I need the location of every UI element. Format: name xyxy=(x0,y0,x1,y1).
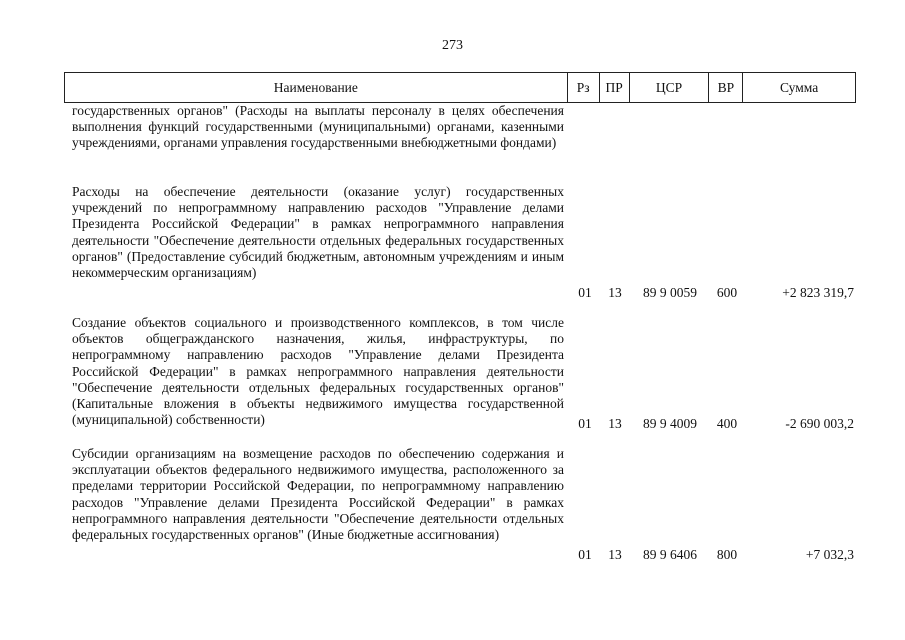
row-rz: 01 xyxy=(578,284,592,300)
header-rz: Рз xyxy=(567,73,599,102)
row-vr: 800 xyxy=(716,546,738,562)
header-pr: ПР xyxy=(599,73,629,102)
row-rz: 01 xyxy=(578,546,592,562)
row-name: Создание объектов социального и производственного комплексов, в том числе объектов общегражданского назначения, жилья, инфраструктуры, по непрограммному направлению расходов "Управление делами Президента Российской Федерации" в рамках непрограммного направления деятельности "Обеспечение деятельности отдельных федеральных государственных органов" (Капитальные вложения в объекты недвижимого имущества государственной (муниципальной) собственности) xyxy=(72,315,564,428)
table-row xyxy=(64,184,856,301)
row-csr: 89 9 6406 xyxy=(643,546,697,562)
row-vr: 400 xyxy=(716,415,738,431)
row-sum: -2 690 003,2 xyxy=(785,415,854,431)
header-vr: ВР xyxy=(708,73,742,102)
row-pr: 13 xyxy=(608,546,622,562)
table-row xyxy=(64,446,856,563)
header-name: Наименование xyxy=(273,79,358,95)
row-sum: +2 823 319,7 xyxy=(782,284,854,300)
table-header xyxy=(64,72,856,103)
row-name: государственных органов" (Расходы на выплаты персоналу в целях обеспечения выполнения функций государственными (муниципальными) органами, казенными учреждениями, органами управления государственными внебюджетными фондами) xyxy=(72,103,564,151)
row-name: Расходы на обеспечение деятельности (оказание услуг) государственных учреждений по непрограммному направлению расходов "Управление делами Президента Российской Федерации" в рамках непрограммного направления деятельности "Обеспечение деятельности отдельных федеральных государственных органов" (Предоставление субсидий бюджетным, автономным учреждениям и иным некоммерческим организациям) xyxy=(72,184,564,281)
row-name: Субсидии организациям на возмещение расходов по обеспечению содержания и эксплуатации объектов федерального недвижимого имущества, расположенного за пределами территории Российской Федерации, по непрограммному направлению расходов "Управление делами Президента Российской Федерации" в рамках непрограммного направления деятельности "Обеспечение деятельности отдельных федеральных государственных органов" (Иные бюджетные ассигнования) xyxy=(72,446,564,543)
row-sum: +7 032,3 xyxy=(805,546,854,562)
header-sum: Сумма xyxy=(742,73,855,102)
page-number: 273 xyxy=(442,38,463,53)
row-csr: 89 9 4009 xyxy=(643,415,697,431)
header-csr: ЦСР xyxy=(629,73,709,102)
row-pr: 13 xyxy=(608,415,622,431)
row-csr: 89 9 0059 xyxy=(643,284,697,300)
row-pr: 13 xyxy=(608,284,622,300)
table-row xyxy=(64,315,856,432)
row-rz: 01 xyxy=(578,415,592,431)
row-vr: 600 xyxy=(716,284,738,300)
table-row xyxy=(64,103,856,168)
